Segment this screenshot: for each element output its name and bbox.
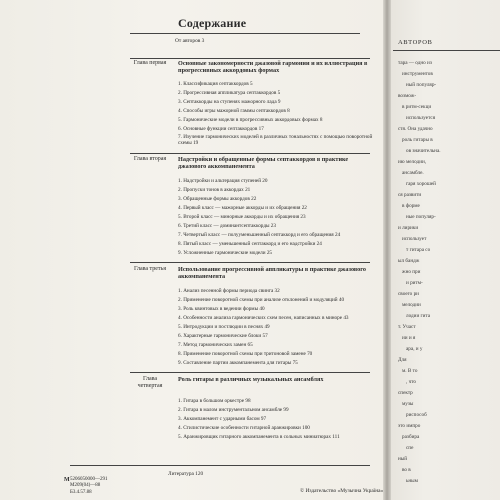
chapter-1-label: Глава первая: [133, 60, 167, 66]
right-page-line: т гитара со: [406, 247, 431, 253]
toc-entry: 8. Пятый класс — уменьшенный септаккорд и его надстройки 24: [178, 241, 322, 247]
right-page-line: ара, и у: [406, 346, 423, 352]
toc-entry: 4. Стилистические особенности гитарной аранжировки 100: [178, 425, 310, 431]
right-page-line: ию мелодии,: [398, 159, 427, 165]
toc-entry: 2. Прогрессивная аппликатура септаккордов 5: [178, 90, 281, 96]
book-spine: [383, 0, 391, 500]
toc-entry: 3. Роль квинтовых в ведении формы 40: [178, 306, 265, 312]
toc-entry: 2. Пропуски тонов в аккордах 21: [178, 187, 251, 193]
right-page-line: т. Участ: [398, 324, 416, 330]
toc-entry: 9. Составление партии аккомпанемента для гитары 75: [178, 360, 298, 366]
toc-entry: 5. Аранжировщик гитарного аккомпанемента в сольных миниатюрах 111: [178, 434, 340, 440]
toc-literature: Литература 120: [168, 471, 204, 477]
right-page-line: в ритм-секци: [402, 104, 432, 110]
right-page-line: разбира: [402, 434, 420, 440]
right-page-line: м. В то: [402, 368, 418, 374]
right-page-line: жно при: [402, 269, 421, 275]
chapter-1-rule: [130, 58, 370, 59]
imprint-line: 5206050000—291: [70, 477, 108, 482]
right-page-line: гаря хорошей: [406, 181, 436, 187]
chapter-2-title: Надстройки и обращенные формы септаккордов в практике джазового аккомпанемента: [178, 156, 349, 171]
chapter-3-title: Использование прогрессивной аппликатуры в практике джазового аккомпанемента: [178, 266, 367, 281]
toc-entry: 9. Усложненные гармонические модели 25: [178, 250, 273, 256]
right-page-line: инструментов: [402, 71, 433, 77]
imprint-code: [64, 477, 108, 496]
right-page-line: используется: [406, 115, 436, 121]
toc-entry: 5. Интродукции и постлюдии в песнях 49: [178, 324, 270, 330]
toc-entry: 1. Гитара в большом оркестре 98: [178, 398, 251, 404]
right-page-line: ов значительна.: [406, 148, 441, 154]
right-page-line: мелодии: [402, 302, 421, 308]
imprint-line: Б3.4.57.88: [70, 489, 92, 495]
right-page-heading: АВТОРОВ: [398, 39, 433, 46]
toc-entry: 3. Обращенные формы аккордов 22: [178, 196, 257, 202]
toc-entry: 2. Применение поворотной схемы при анализе отклонений и модуляций 40: [178, 297, 345, 303]
right-page-line: , что: [406, 379, 416, 385]
chapter-4-rule: [130, 372, 370, 373]
right-page-line: ный: [398, 456, 408, 462]
toc-entry: 7. Четвертый класс — полууменьшенный септаккорд и его обращения 24: [178, 232, 341, 238]
right-page-line: роль гитары в: [402, 137, 433, 143]
chapter-2-rule: [130, 153, 370, 154]
right-page-rule: [393, 50, 500, 51]
right-page-line: во в: [402, 467, 411, 473]
right-page-line: Для: [398, 357, 407, 363]
right-page-line: риспособ: [406, 412, 427, 418]
right-page-line: и ритм-: [406, 280, 423, 286]
right-page-line: это импро: [398, 423, 421, 429]
toc-entry: 3. Септаккорды на ступенях мажорного лада 9: [178, 99, 281, 105]
chapter-4-label: Глава четвертая: [137, 376, 163, 389]
bottom-rule: [70, 465, 370, 466]
right-page-line: спектр: [398, 390, 413, 396]
toc-entry: 6. Третий класс — доминантсептаккорды 23: [178, 223, 276, 229]
right-page-line: и лирики: [398, 225, 419, 231]
toc-entry: 1. Надстройки и альтерация ступеней 20: [178, 178, 268, 184]
toc-entry: 3. Аккомпанемент с ударными басом 97: [178, 416, 267, 422]
toc-entry: 6. Характерные гармонические блоки 57: [178, 333, 268, 339]
chapter-1-title: Основные закономерности джазовой гармонии и их иллюстрация в прогрессивных аккордовых формах: [178, 60, 368, 75]
toc-entry: 8. Применение поворотной схемы при тритоновой замене 70: [178, 351, 313, 357]
right-page-line: ьным: [406, 478, 418, 484]
imprint-line: М209(04)—88: [70, 483, 101, 489]
toc-preface: От авторов 3: [175, 38, 205, 44]
chapter-2-label: Глава вторая: [133, 156, 167, 162]
toc-entry: 6. Основные функции септаккордов 17: [178, 126, 264, 132]
toc-entry: 1. Анализ песенной формы периода свинга 32: [178, 288, 280, 294]
right-page-line: ный популяр-: [406, 82, 437, 88]
right-page-line: ные популяр-: [406, 214, 436, 220]
toc-entry: 7. Изучение гармонических моделей в различных тональностях с помощью поворотной схемы 19: [178, 134, 373, 146]
right-page-line: своего ри: [398, 291, 419, 297]
chapter-3-rule: [130, 262, 370, 263]
toc-entry: 5. Второй класс — минорные аккорды и их обращения 23: [178, 214, 306, 220]
toc-entry: 1. Классификация септаккордов 5: [178, 81, 253, 87]
right-page-line: в форме: [402, 203, 420, 209]
toc-entry: 2. Гитара в малом инструментальном ансамбле 99: [178, 407, 289, 413]
toc-title: Содержание: [178, 16, 247, 30]
right-page-line: тара — одно из: [398, 60, 432, 66]
right-page-line: ся развити: [398, 192, 422, 198]
toc-entry: 4. Способы игры мажорной гаммы септаккордов 8: [178, 108, 290, 114]
toc-entry: 5. Гармонические модели в прогрессивных аккордовых формах 8: [178, 117, 323, 123]
right-page-line: возмож-: [398, 93, 417, 99]
right-page-line: ыл бандж: [398, 258, 420, 264]
right-page-line: ансамбле.: [402, 170, 424, 176]
toc-entry: 7. Метод гармонических замен 65: [178, 342, 253, 348]
chapter-3-label: Глава третья: [133, 266, 167, 272]
right-page-line: спе: [406, 445, 414, 451]
toc-entry: 4. Первый класс — мажорные аккорды и их обращения 22: [178, 205, 307, 211]
toc-entry: 4. Особенности анализа гармонических схем песен, написанных в миноре 43: [178, 315, 349, 321]
right-page-line: стя. Она удачно: [398, 126, 433, 132]
imprint-m-mark: М: [64, 477, 70, 483]
chapter-4-title: Роль гитары в различных музыкальных ансамблях: [178, 376, 324, 383]
right-page-line: использует: [402, 236, 427, 242]
toc-title-rule: [130, 33, 360, 34]
right-page-line: музы: [402, 401, 414, 407]
right-page-line: ии и я: [402, 335, 416, 341]
right-page-line: лодии гита: [406, 313, 431, 319]
publisher-copyright: © Издательство «Музычна Україна»: [300, 488, 384, 494]
